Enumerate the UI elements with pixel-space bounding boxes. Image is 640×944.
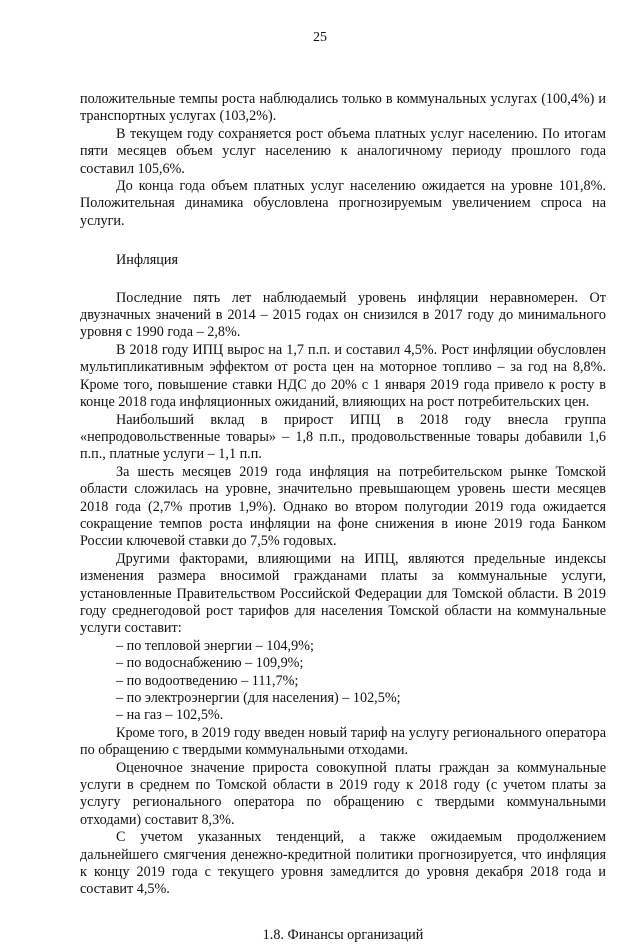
page-number: 25	[313, 30, 327, 45]
tariff-list-item: – по тепловой энергии – 104,9%;	[116, 637, 314, 654]
paragraph: До конца года объем платных услуг населению ожидается на уровне 101,8%. Положительная динамика обусловлена прогнозируемым увеличением спроса на услуги.	[80, 178, 606, 229]
tariff-list-item: – на газ – 102,5%.	[116, 707, 224, 724]
paragraph: За шесть месяцев 2019 года инфляция на потребительском рынке Томской области сложилась на уровне, значительно превышающем уровень шести месяцев 2018 года (2,7% против 1,9%). Однако во втором полугодии 2019 года ожидается сокращение темпов роста инфляции на фоне снижения в июне 2019 года Банком России ключевой ставки до 7,5% годовых.	[80, 463, 606, 550]
paragraph: Последние пять лет наблюдаемый уровень инфляции неравномерен. От двузначных значений в 2014 – 2015 годах он снизился в 2017 году до минимального уровня с 1990 года – 2,8%.	[80, 289, 606, 341]
paragraph: Оценочное значение прироста совокупной платы граждан за коммунальные услуги в среднем по Томской области в 2019 году к 2018 году (с учетом платы за услугу регионального оператора по обращению с твердыми коммунальными отходами) составит 8,3%.	[80, 759, 606, 828]
page-body	[80, 91, 606, 944]
paragraph: С учетом указанных тенденций, а также ожидаемым продолжением дальнейшего смягчения денежно-кредитной политики прогнозируется, что инфляция к концу 2019 года с текущего уровня замедлится до уровня декабря 2018 года и составит 4,5%.	[80, 829, 606, 898]
paragraph: положительные темпы роста наблюдались только в коммунальных услугах (100,4%) и транспортных услугах (103,2%).	[80, 91, 606, 125]
paragraph: Кроме того, в 2019 году введен новый тариф на услугу регионального оператора по обращению с твердыми коммунальными отходами.	[80, 724, 606, 759]
paragraph: В текущем году сохраняется рост объема платных услуг населению. По итогам пяти месяцев объем услуг населению к аналогичному периоду прошлого года составил 105,6%.	[80, 125, 606, 177]
paragraph: Другими факторами, влияющими на ИПЦ, являются предельные индексы изменения размера вносимой гражданами платы за коммунальные услуги, установленные Правительством Российской Федерации для Томской области. В 2019 году среднегодовой рост тарифов для населения Томской области на коммунальные услуги составит:	[80, 550, 606, 637]
paragraph: В 2018 году ИПЦ вырос на 1,7 п.п. и составил 4,5%. Рост инфляции обусловлен мультипликативным эффектом от роста цен на моторное топливо – за год на 8,8%. Кроме того, повышение ставки НДС до 20% с 1 января 2019 года привело к росту в конце 2018 года инфляционных ожиданий, влияющих на рост потребительских цен.	[80, 341, 606, 411]
tariff-list-item: – по водоотведению – 111,7%;	[116, 672, 299, 689]
section-heading: 1.8. Финансы организаций	[262, 926, 424, 943]
tariff-list-item: – по водоснабжению – 109,9%;	[116, 655, 304, 672]
tariff-list-item: – по электроэнергии (для населения) – 102,5%;	[116, 690, 401, 706]
subheading-inflation: Инфляция	[116, 252, 178, 269]
paragraph: Наибольший вклад в прирост ИПЦ в 2018 году внесла группа «непродовольственные товары» – 1,8 п.п., продовольственные товары добавили 1,6 п.п., платные услуги – 1,1 п.п.	[80, 411, 606, 463]
